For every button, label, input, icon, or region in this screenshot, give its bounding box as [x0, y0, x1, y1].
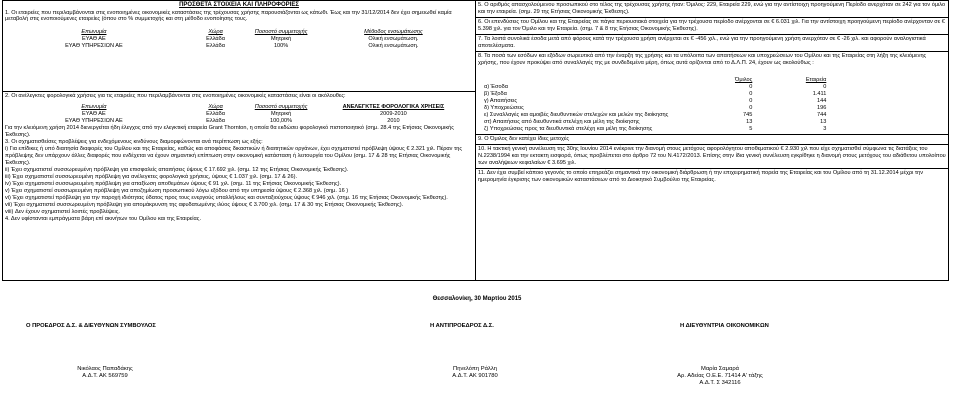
signatory-name: Μαρία Σαμαρά: [700, 366, 739, 372]
signatory-id: Α.Δ.Τ. ΑΚ 901780: [452, 373, 498, 380]
section-item1: [3, 1, 475, 92]
table-cell: 13: [746, 118, 753, 125]
table-cell: β) Έξοδα: [484, 90, 507, 97]
col-header: ΑΝΕΛΕΓΚΤΕΣ ΦΟΡΟΛΟΓΙΚΑ ΧΡΗΣΕΙΣ: [342, 103, 445, 110]
table-cell: δ) Υποχρεώσεις: [484, 104, 524, 111]
signature-block-finance-director: [640, 366, 800, 388]
table-cell: 13: [820, 118, 827, 125]
note-3-i: i) Για επίδικες ή υπό διαιτησία διαφορές του Ομίλου και της Εταιρείας, καθώς και αποφάσεις δικαστικών ή διαιτητικών οργάνων, έχει σχηματιστεί πρόβλεψη ύψους € 2.321 χιλ. Πέραν της πρόβλεψης δεν υπάρχουν άλλες διαφορές που ενδέχεται να έχουν σημαντική επίπτωση στην οικονομική κατάσταση ή λειτουργία του Ομίλου (σημ. 17 & 28 της Ετήσιας Οικονομικής Έκθεσης).: [5, 145, 463, 166]
table-cell: ΕΥΑΘ ΑΕ: [82, 36, 106, 43]
col-header: [482, 77, 680, 84]
table-row: [5, 111, 473, 118]
table-cell: ζ) Υποχρεώσεις προς τα διευθυντικά στελέχη και μέλη της διοίκησης: [484, 125, 653, 132]
section-item9: [476, 135, 948, 145]
table-cell: Ελλάδα: [206, 110, 225, 117]
signature-block-vicechair: [410, 366, 540, 380]
table-cell: 144: [816, 97, 827, 104]
table-cell: στ) Απαιτήσεις από διευθυντικά στελέχη και μέλη της διοίκησης: [484, 118, 640, 125]
note-6: 6. Οι επενδύσεις του Ομίλου και της Εταιρείας σε πάγια περιουσιακά στοιχεία για την τρέχουσα περίοδο ανέρχονται σε € 6.031 χιλ. Για την αντίστοιχη προηγούμενη περίοδο ανέρχονταν σε € 5.398 χιλ. για τον Όμιλο και την Εταιρεία. (σημ. 7 & 8 της Ετήσιας Οικονομικής Έκθεσης).: [478, 18, 945, 32]
signatory-id: Α.Δ.Τ. Σ 342116: [699, 380, 741, 387]
related-parties-table: [482, 77, 828, 133]
table-cell: γ) Απαιτήσεις: [484, 97, 518, 104]
table-header-row: [5, 104, 473, 111]
table-cell: α) Έσοδα: [484, 83, 508, 90]
table-cell: 744: [816, 111, 827, 118]
table-cell: Ελλάδα: [206, 117, 225, 124]
table-cell: 0: [749, 83, 753, 90]
signatory-name: Νικόλαος Παπαδάκης: [77, 366, 133, 372]
note-3-viii: viii) Δεν έχουν σχηματιστεί λοιπές προβλέψεις.: [5, 208, 120, 215]
table-cell: Μητρική: [270, 110, 292, 117]
section-item7: [476, 35, 948, 52]
note-1: 1. Οι εταιρείες που περιλαμβάνονται στις ενοποιημένες οικονομικές καταστάσεις της τρέχουσας χρήσης παρουσιάζονται ως κάτωθι. Έως και την 31/12/2014 δεν έχει σημειωθεί καμία μεταβολή στις ενοποιούμενες εταιρείες (όπου στο % συμμετοχής και στη μέθοδο ενοποίησης τους.: [5, 9, 452, 23]
sig-title-chairman: Ο ΠΡΟΕΔΡΟΣ Δ.Σ. & ΔΙΕΥΘΥΝΩΝ ΣΥΜΒΟΥΛΟΣ: [26, 323, 156, 329]
table-cell: 5: [749, 125, 753, 132]
signatory-license: Αρ. Αδείας Ο.Ε.Ε. 71414 Α' τάξης: [677, 373, 763, 380]
table-row: [482, 84, 828, 91]
note-3-v: v) Έχει σχηματιστεί συσσωρευμένη πρόβλεψη για αποζημίωση προσωπικού λόγω εξόδου από την υπηρεσία ύψους € 2.368 χιλ. (σημ. 16 ): [5, 187, 349, 194]
table-row: [482, 112, 828, 119]
table-cell: ΕΥΑΘ ΑΕ: [82, 110, 106, 117]
table-row: [5, 118, 473, 125]
table-row: [482, 91, 828, 98]
sig-title-finance-director: Η ΔΙΕΥΘΥΝΤΡΙΑ ΟΙΚΟΝΟΜΙΚΩΝ: [680, 323, 769, 329]
table-cell: 3: [823, 125, 827, 132]
note-3-vii: vii) Έχει σχηματιστεί συσσωρευμένη πρόβλεψη για απομάκρυνση της αφυδατωμένης ιλύος ύψους € 3.700 χιλ. (σημ. 17 & 30 της Ετήσιας Οικονομικής Έκθεσης).: [5, 201, 404, 208]
table-cell: 0: [749, 97, 753, 104]
col-header: Μέθοδος ενσωμάτωσης: [364, 29, 423, 36]
col-header: Χώρα: [208, 29, 223, 36]
left-column: [3, 1, 476, 280]
col-header: Επωνυμία: [81, 103, 107, 110]
notes-frame: [2, 0, 949, 281]
signature-block-chairman: [40, 366, 170, 380]
note-4: 4. Δεν υφίστανται εμπράγματα βάρη επί ακινήτων του Ομίλου και της Εταιρείας.: [5, 215, 202, 222]
note-3-ii: ii) Έχει σχηματιστεί συσσωρευμένη πρόβλεψη για επισφαλείς απαιτήσεις ύψους € 17.692 χιλ. (σημ. 12 της Ετήσιας Οικονομικής Έκθεσης).: [5, 166, 349, 173]
col-header: Χώρα: [208, 103, 223, 110]
note-3-iii: iii) Έχει σχηματιστεί συσσωρευμένη πρόβλεψη για ανέλεγκτες φορολογικά χρήσεις, ύψους € 1.037 χιλ. (σημ. 17 & 26).: [5, 173, 298, 180]
note-3: 3. Οι σχηματισθείσες προβλέψεις για ενδεχόμενους κινδύνους διαμορφώνονται ανά περίπτωση ως εξής:: [5, 138, 263, 145]
section-heading: ΠΡΟΣΘΕΤΑ ΣΤΟΙΧΕΙΑ ΚΑΙ ΠΛΗΡΟΦΟΡΙΕΣ: [179, 2, 299, 8]
table-cell: 100%: [273, 43, 289, 50]
note-5: 5. Ο αριθμός απασχολούμενου προσωπικού στο τέλος της τρέχουσας χρήσης ήταν: Όμιλος: 229, Εταιρεία 229, ενώ για την αντίστοιχη προηγούμενη Περίοδο ανερχόταν σε 242 για τον όμιλο και την εταιρεία. (σημ. 29 της Ετήσιας Οικονομικής Έκθεσης).: [478, 2, 946, 15]
table-cell: ΕΥΑΘ ΥΠΗΡΕΣΙΩΝ ΑΕ: [65, 117, 123, 124]
section-item6: [476, 18, 948, 35]
table-row: [5, 43, 473, 50]
table-cell: Μητρική: [270, 36, 292, 43]
table-cell: 0: [749, 104, 753, 111]
table-cell: 2010: [387, 117, 400, 124]
table-cell: Ολική ενσωμάτωση.: [368, 43, 419, 50]
col-header: Όμιλος: [734, 76, 753, 83]
table-row: [482, 119, 828, 126]
table-header-row: [482, 77, 828, 84]
table-cell: ε) Συναλλαγές και αμοιβές διευθυντικών στελεχών και μελών της διοίκησης: [484, 111, 669, 118]
note-3-iv: iv) Έχει σχηματιστεί συσσωρευμένη πρόβλεψη για απαξίωση αποθεμάτων ύψους € 91 χιλ. (σημ. 11 της Ετήσιας Οικονομικής Έκθεσης).: [5, 180, 342, 187]
table-row: [482, 126, 828, 133]
section-item10: [476, 145, 948, 169]
col-header: Ποσοστό συμμετοχής: [254, 103, 308, 110]
table-cell: 0: [823, 83, 827, 90]
note-11: 11. Δεν έχει συμβεί κάποιο γεγονός το οποίο επηρεάζει σημαντικά την οικονομική διάρθρωση ή την επιχειρηματική πορεία της Εταιρείας και του Ομίλου από τη 31.12.2014 μέχρι την ημερομηνία έγκρισης των οικονομικών καταστάσεων από το Διοικητικό Συμβούλιο της Εταιρείας.: [478, 169, 924, 183]
note-7: 7. Τα λοιπά συνολικά έσοδα μετά από φόρους κατά την τρέχουσα χρήση ανέρχεται σε € -456 χιλ., ενώ για την προηγούμενη χρήση ανερχόταν σε € -26 χιλ. και αφορούν αναλογιστικά αποτελέσματα.: [478, 35, 926, 49]
note-9: 9. Ο Όμιλος δεν κατέχει ίδιες μετοχές: [478, 135, 570, 142]
table-cell: 0: [749, 90, 753, 97]
table-cell: 1.411: [812, 90, 827, 97]
table-cell: 2009-2010: [380, 110, 407, 117]
table-row: [482, 98, 828, 105]
section-item11: [476, 169, 948, 185]
signatory-id: Α.Δ.Τ. ΑΚ 569759: [82, 373, 128, 380]
table-cell: 196: [816, 104, 827, 111]
table-cell: Ελλάδα: [206, 43, 225, 50]
col-header: Ποσοστό συμμετοχής: [254, 29, 308, 36]
note-8: 8. Τα ποσά των εσόδων και εξόδων σωρευτικά από την έναρξη της χρήσης και τα υπόλοιπα των απαιτήσεων και υποχρεώσεων του Ομίλου και της Εταιρείας στη λήξη της κλειόμενης χρήσης, που έχουν προκύψει από συναλλαγές της με συνδεδεμένα μέρη, όπως αυτά ορίζονται από το Δ.Λ.Π. 24, έχουν ως ακολούθως :: [478, 52, 927, 66]
note-2b: Για την κλειόμενη χρήση 2014 διενεργείται ήδη έλεγχος από την ελεγκτική εταιρεία Grant Thornton, η οποία θα εκδώσει φορολογικό πιστοποιητικό (σημ. 28.4 της Ετήσιας Οικονομικής Έκθεσης).: [5, 124, 454, 138]
table-cell: 100,00%: [270, 117, 293, 124]
tax-years-table: [5, 104, 473, 125]
subsidiaries-table: [5, 29, 473, 50]
col-header: Εταιρεία: [805, 76, 827, 83]
note-2: 2. Οι ανέλεγκτες φορολογικά χρήσεις για τις εταιρείες που περιλαμβάνονται στις ενοποιημένες οικονομικές καταστάσεις είναι οι ακόλουθες:: [5, 93, 346, 99]
sig-title-vicechair: Η ΑΝΤΙΠΡΟΕΔΡΟΣ Δ.Σ.: [430, 323, 494, 329]
table-row: [482, 105, 828, 112]
signing-date: Θεσσαλονίκη, 30 Μαρτίου 2015: [432, 296, 522, 302]
right-column: [476, 1, 948, 280]
col-header: Επωνυμία: [81, 29, 107, 36]
section-item2-4: [3, 92, 475, 224]
table-cell: ΕΥΑΘ ΥΠΗΡΕΣΙΩΝ ΑΕ: [65, 43, 123, 50]
note-3-vi: vi) Έχει σχηματιστεί πρόβλεψη για την παροχή ιδιότητας ύδατος προς τους ενεργούς υπαλλήλους και συνταξιούχους ύψους € 946 χιλ. (σημ. 16 της Ετήσιας Οικονομικής Έκθεσης).: [5, 194, 448, 201]
note-10: 10. Η τακτική γενική συνέλευση της 30ης Ιουνίου 2014 ενέκρινε την διανομή στους μετόχους αφορολόγητου αποθεματικού € 2.930 χιλ που είχε σχηματισθεί σύμφωνα τις διατάξεις του Ν.2238/1994 και την εκτακτη εισφορά, όπως προβλέπεται στο άρθρο 72 του Ν.4172/2013. Επίσης στην ίδια γενική συνέλευση εγκρίθηκε η διανομή στους μετόχους του αδιάθετου υπολοίπου των αναλήψεων κεφαλαίων € 3.695 χιλ.: [478, 145, 946, 166]
table-cell: Ελλάδα: [206, 36, 225, 43]
section-item8: [476, 52, 948, 135]
section-item5: [476, 1, 948, 18]
table-cell: 745: [742, 111, 753, 118]
table-cell: Ολική ενσωμάτωση.: [368, 36, 419, 43]
signatory-name: Πηνελόπη Ράλλη: [453, 366, 497, 372]
